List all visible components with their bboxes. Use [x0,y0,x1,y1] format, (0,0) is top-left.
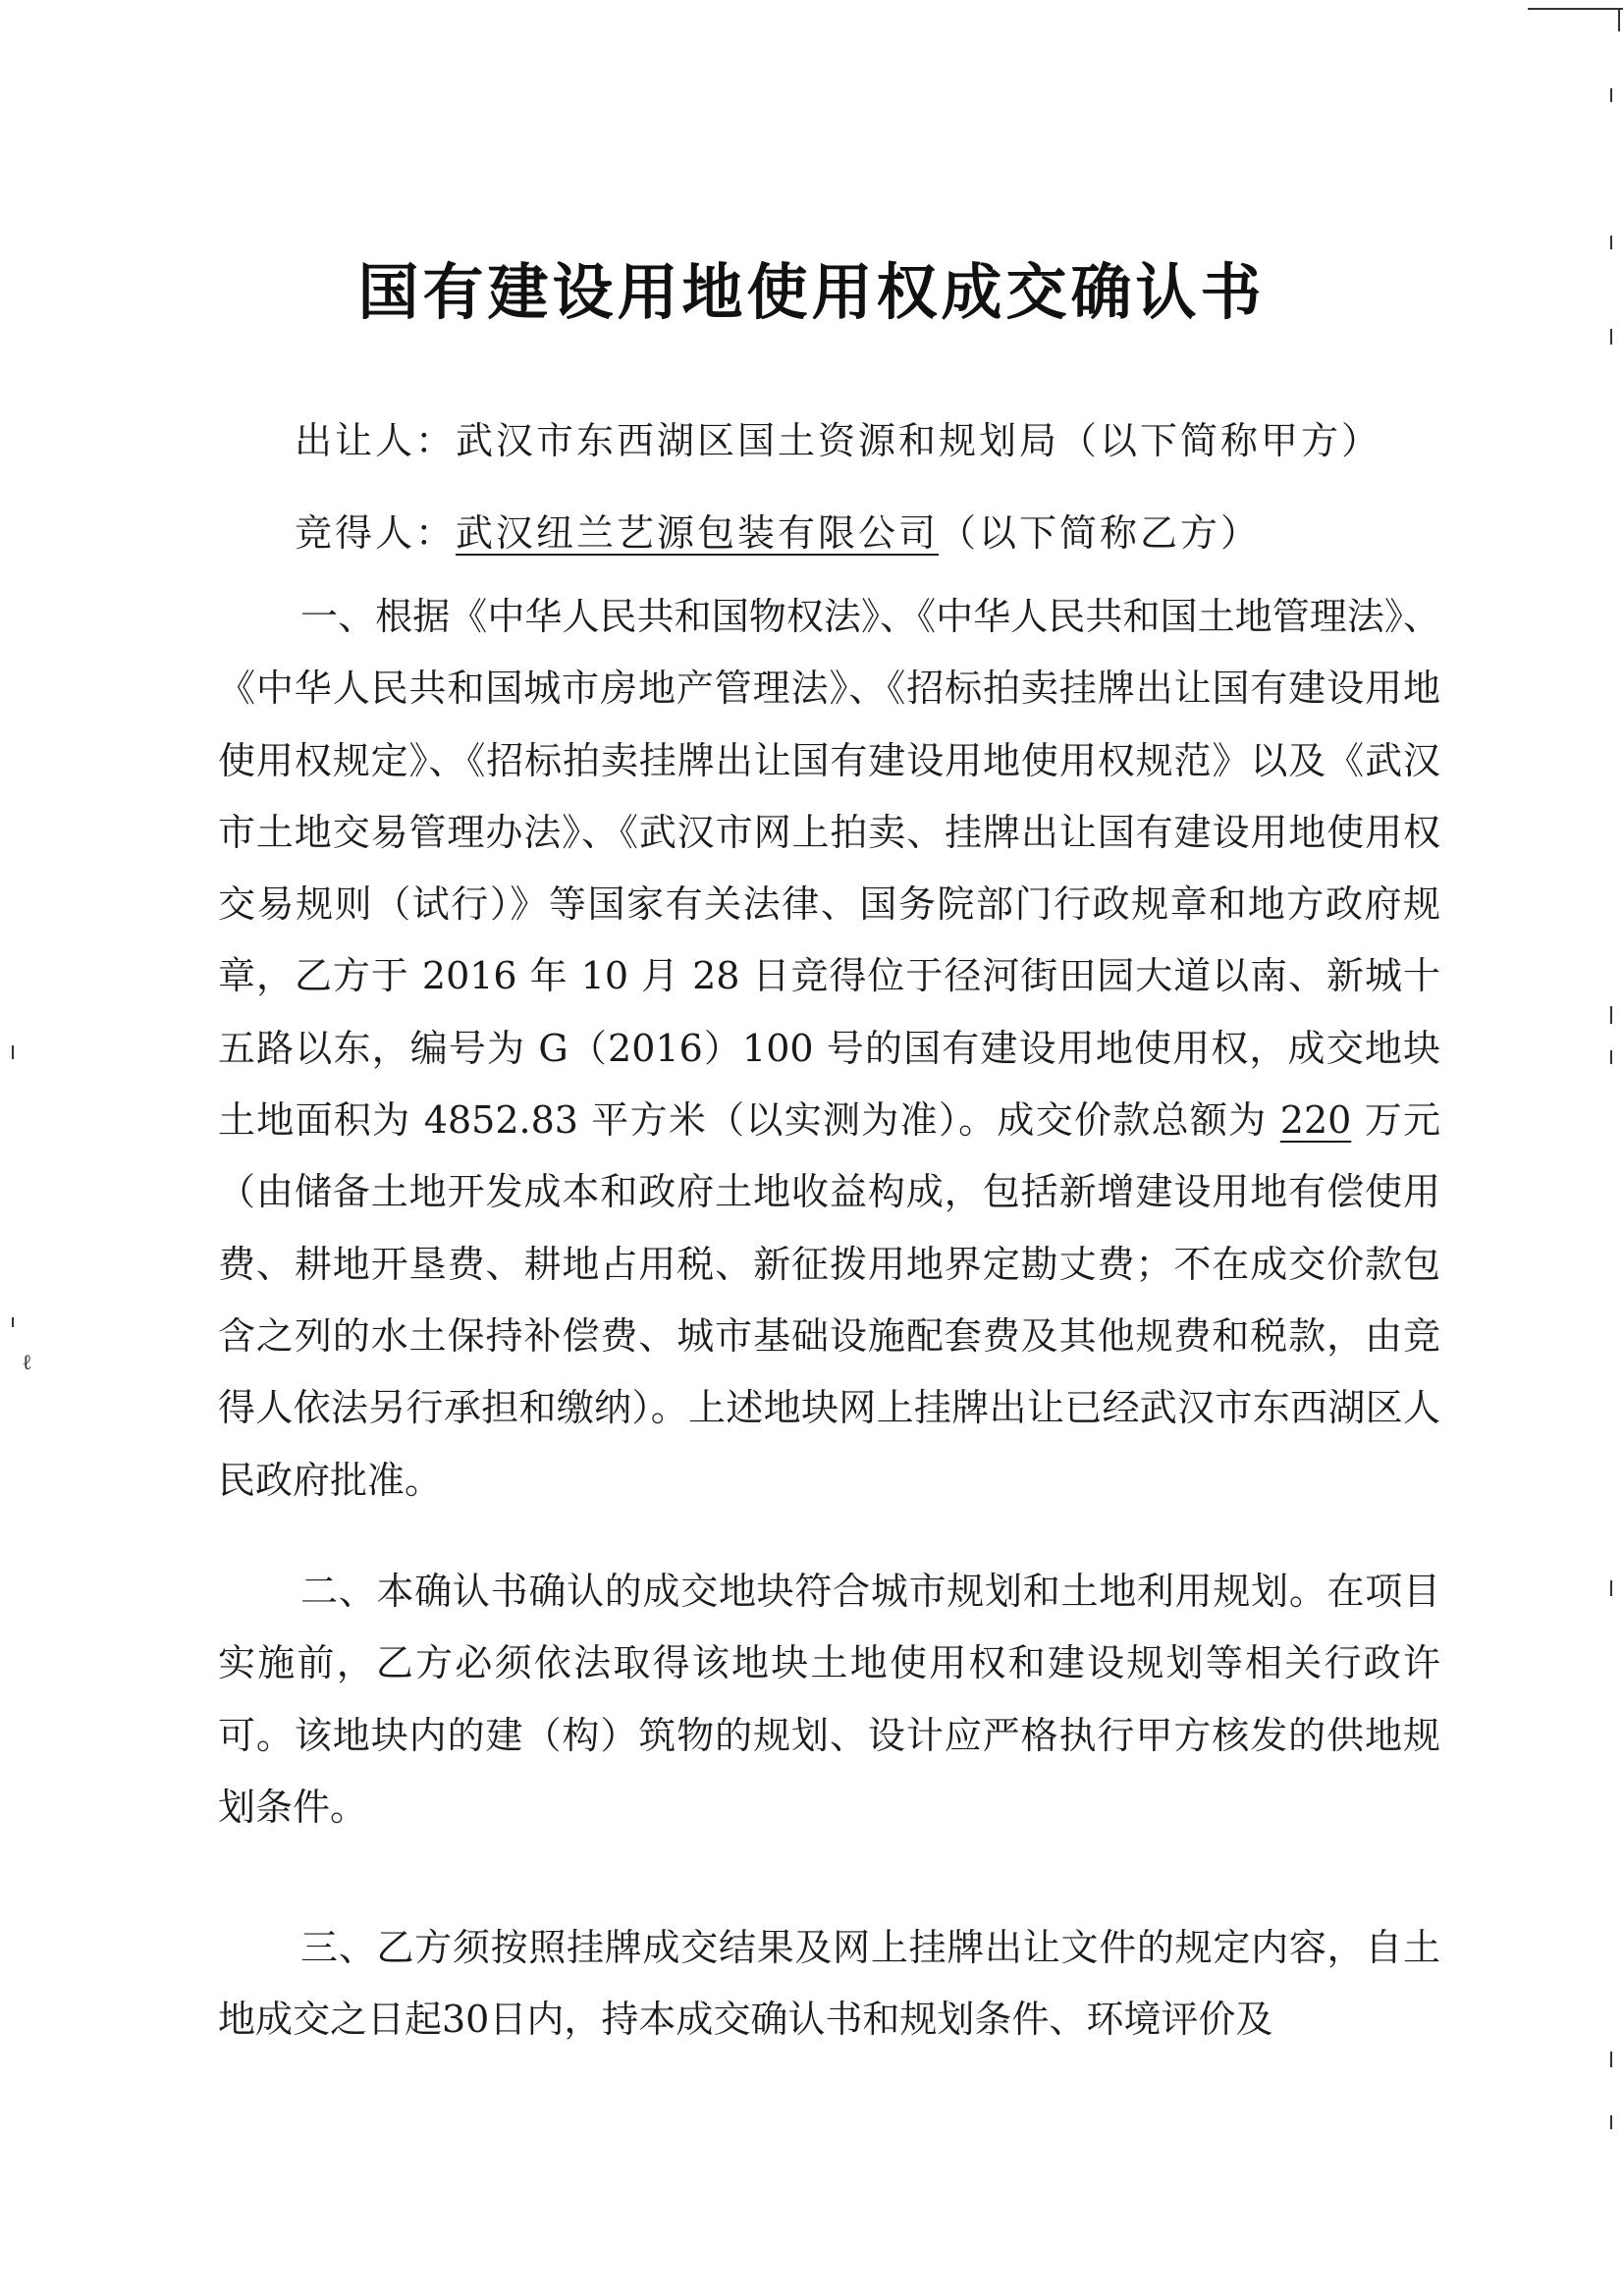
bidder-line [295,503,1261,557]
scan-edge-mark [1610,329,1612,345]
clause-one-text-a: 一、根据《中华人民共和国物权法》、《中华人民共和国土地管理法》、《中华人民共和国城市房地产管理法》、《招标拍卖挂牌出让国有建设用地使用权规定》、《招标拍卖挂牌出让国有建设用地使用权规范》以及《武汉市土地交易管理办法》、《武汉市网上拍卖、挂牌出让国有建设用地使用权交易规则（试行）》等国家有关法律、国务院部门行政规章和地方政府规章，乙方于 2016 年 10 月 28 日竞得位于径河街田园大道以南、新城十五路以东，编号为 G（2016）100 号的国有建设用地使用权，成交地块土地面积为 4852.83 平方米（以实测为准）。成交价款总额为 [218,595,1440,1143]
transaction-price: 220 [1279,1098,1352,1143]
scan-edge-mark [1610,1006,1612,1024]
clause-two: 二、本确认书确认的成交地块符合城市规划和土地利用规划。在项目实施前，乙方必须依法取得该地块土地使用权和建设规划等相关行政许可。该地块内的建（构）筑物的规划、设计应严格执行甲方核发的供地规划条件。 [218,1570,1440,1829]
scan-edge-mark [1610,2115,1612,2129]
clause-three: 三、乙方须按照挂牌成交结果及网上挂牌出让文件的规定内容，自土地成交之日起30日内，持本成交确认书和规划条件、环境评价及 [218,1926,1440,2042]
scan-edge-mark [1610,88,1612,102]
scan-edge-mark [1610,1050,1612,1064]
bidder-note: （以下简称乙方） [939,511,1262,555]
scan-edge-line [1528,8,1623,10]
scan-edge-line [1618,8,1620,31]
bidder-label: 竞得人： [295,511,457,555]
clause-one-text-b: 万元（由储备土地开发成本和政府土地收益构成，包括新增建设用地有偿使用费、耕地开垦费、耕地占用税、新征拨用地界定勘丈费；不在成交价款包含之列的水土保持补偿费、城市基础设施配套费及其他规费和税款，由竞得人依法另行承担和缴纳）。上述地块网上挂牌出让已经武汉市东西湖区人民政府批准。 [218,1098,1440,1502]
scan-edge-mark [12,1317,14,1327]
scan-edge-mark [12,1045,14,1059]
scan-edge-mark [1610,2052,1612,2067]
document-title: 国有建设用地使用权成交确认书 [357,256,1266,328]
scan-speck: ℓ [22,1351,32,1375]
bidder-name: 武汉纽兰艺源包装有限公司 [456,511,940,555]
clause-one [218,581,1440,1517]
grantor-line: 出让人：武汉市东西湖区国土资源和规划局（以下简称甲方） [295,419,1382,462]
scan-edge-mark [1610,1580,1612,1596]
